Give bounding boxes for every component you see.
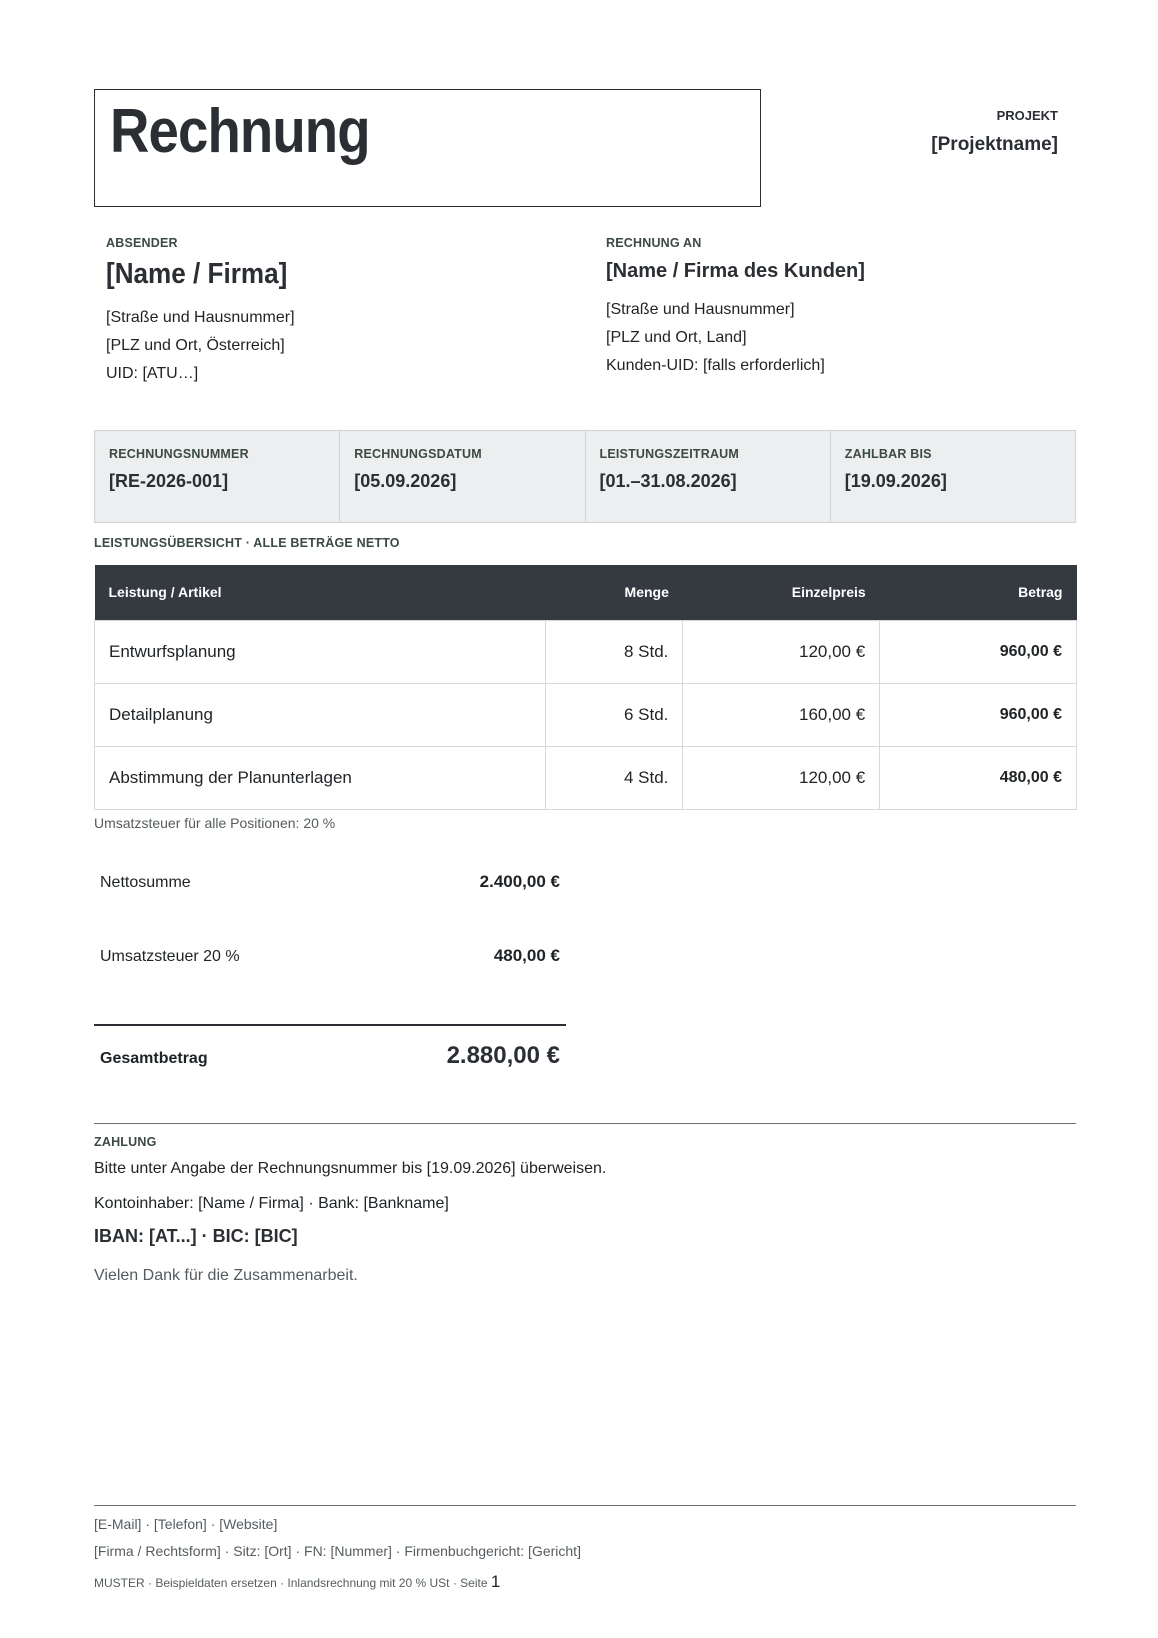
- recipient-name: [Name / Firma des Kunden]: [606, 260, 865, 282]
- meta-due-date: [831, 431, 1075, 522]
- grand-total-value: 2.880,00 €: [446, 1042, 560, 1069]
- sender-address: [106, 304, 295, 388]
- footer-note: [94, 1572, 500, 1592]
- cell-item: Abstimmung der Planunterlagen: [95, 746, 546, 809]
- meta-service-period: [586, 431, 831, 522]
- cell-item: Detailplanung: [95, 683, 546, 746]
- cell-amount: 960,00 €: [880, 683, 1077, 746]
- invoice-meta: [94, 430, 1076, 523]
- footer-note-text: MUSTER · Beispieldaten ersetzen · Inlandsrechnung mit 20 % USt · Seite: [94, 1576, 488, 1590]
- sender-city: [PLZ und Ort, Österreich]: [106, 337, 285, 354]
- payment-bank: Kontoinhaber: [Name / Firma] · Bank: [Bankname]: [94, 1195, 449, 1212]
- vat-total-label: Umsatzsteuer 20 %: [100, 948, 240, 965]
- cell-price: 120,00 €: [683, 620, 880, 683]
- thanks-note: Vielen Dank für die Zusammenarbeit.: [94, 1267, 358, 1284]
- payment-divider: [94, 1123, 1076, 1124]
- cell-qty: 8 Std.: [546, 620, 683, 683]
- meta-invoice-date: [340, 431, 585, 522]
- col-header-qty: Menge: [546, 565, 683, 620]
- net-total-label: Nettosumme: [100, 874, 191, 891]
- meta-value: [RE-2026-001]: [109, 471, 229, 491]
- footer-divider: [94, 1505, 1076, 1506]
- table-row: [95, 620, 1077, 683]
- meta-label: RECHNUNGSNUMMER: [109, 447, 249, 461]
- table-row: [95, 746, 1077, 809]
- vat-total-row: [100, 946, 560, 966]
- meta-label: ZAHLBAR BIS: [844, 447, 932, 461]
- meta-value: [01.–31.08.2026]: [599, 471, 737, 491]
- project-label: PROJEKT: [996, 108, 1058, 123]
- meta-invoice-number: [95, 431, 340, 522]
- footer-contact: [E-Mail] · [Telefon] · [Website]: [94, 1516, 278, 1532]
- payment-iban: IBAN: [AT...] · BIC: [BIC]: [94, 1226, 298, 1246]
- sender-uid: UID: [ATU…]: [106, 365, 199, 382]
- meta-label: RECHNUNGSDATUM: [354, 447, 482, 461]
- grand-total-row: [100, 1042, 560, 1070]
- net-total-value: 2.400,00 €: [479, 872, 560, 891]
- items-table: [94, 565, 1077, 810]
- cell-qty: 4 Std.: [546, 746, 683, 809]
- cell-amount: 960,00 €: [880, 620, 1077, 683]
- meta-label: LEISTUNGSZEITRAUM: [599, 447, 740, 461]
- recipient-address: [606, 296, 825, 380]
- recipient-street: [Straße und Hausnummer]: [606, 301, 795, 318]
- vat-total-value: 480,00 €: [493, 946, 560, 965]
- payment-instructions: Bitte unter Angabe der Rechnungsnummer bis [19.09.2026] überweisen.: [94, 1160, 607, 1177]
- grand-total-label: Gesamtbetrag: [100, 1050, 208, 1067]
- document-title: Rechnung: [110, 97, 370, 166]
- net-total-row: [100, 872, 560, 892]
- vat-note: Umsatzsteuer für alle Positionen: 20 %: [94, 815, 336, 831]
- cell-item: Entwurfsplanung: [95, 620, 546, 683]
- meta-value: [05.09.2026]: [354, 471, 457, 491]
- meta-value: [19.09.2026]: [844, 471, 947, 491]
- totals-divider: [94, 1024, 566, 1026]
- recipient-uid: Kunden-UID: [falls erforderlich]: [606, 357, 825, 374]
- recipient-city: [PLZ und Ort, Land]: [606, 329, 747, 346]
- payment-label: ZAHLUNG: [94, 1135, 157, 1149]
- cell-price: 160,00 €: [683, 683, 880, 746]
- footer-company: [Firma / Rechtsform] · Sitz: [Ort] · FN: [Nummer] · Firmenbuchgericht: [Gericht]: [94, 1543, 581, 1559]
- table-row: [95, 683, 1077, 746]
- col-header-item: Leistung / Artikel: [95, 565, 546, 620]
- sender-street: [Straße und Hausnummer]: [106, 309, 295, 326]
- cell-qty: 6 Std.: [546, 683, 683, 746]
- col-header-amount: Betrag: [880, 565, 1077, 620]
- sender-label: ABSENDER: [106, 236, 178, 250]
- table-header-row: [95, 565, 1077, 620]
- recipient-label: RECHNUNG AN: [606, 236, 702, 250]
- cell-price: 120,00 €: [683, 746, 880, 809]
- cell-amount: 480,00 €: [880, 746, 1077, 809]
- sender-name: [Name / Firma]: [106, 258, 288, 290]
- project-name: [Projektname]: [931, 134, 1058, 155]
- page-number: 1: [490, 1572, 501, 1591]
- items-caption: LEISTUNGSÜBERSICHT · ALLE BETRÄGE NETTO: [94, 536, 400, 550]
- col-header-price: Einzelpreis: [683, 565, 880, 620]
